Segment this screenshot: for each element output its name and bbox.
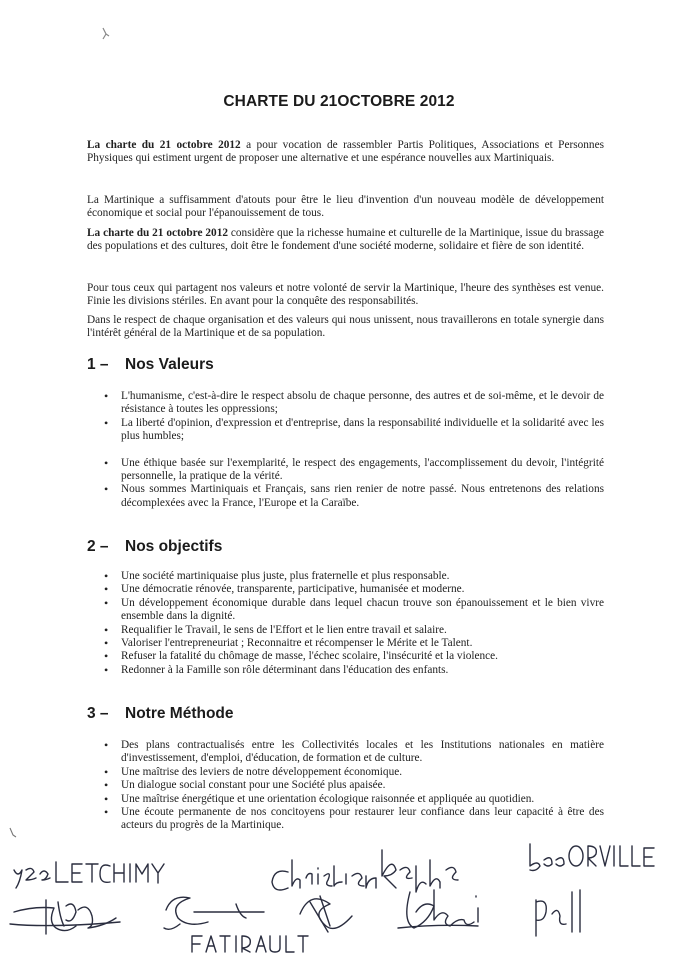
- stray-mark: [100, 26, 112, 42]
- signature-name-orville: [530, 844, 654, 871]
- list-item: • La liberté d'opinion, d'expression et d'entreprise, dans la responsabilité individuelle et la solidarité avec les plus humbles;: [104, 417, 604, 444]
- objectives-list: [104, 570, 604, 677]
- list-item: • L'humanisme, c'est-à-dire le respect absolu de chaque personne, des autres et de soi-même, et le devoir de résistance à toutes les oppressions;: [104, 390, 604, 417]
- list-item: • Refuser la fatalité du chômage de masse, l'échec scolaire, l'insécurité et la violence.: [104, 650, 604, 663]
- method-list: [104, 739, 604, 833]
- list-item: • Valoriser l'entrepreneuriat ; Reconnaitre et récompenser le Mérite et le Talent.: [104, 637, 604, 650]
- signature-orville: [536, 890, 580, 936]
- intro-paragraph-5: Dans le respect de chaque organisation et des valeurs qui nous unissent, nous travaillerons en totale synergie dans l'intérêt général de la Martinique et de sa population.: [87, 314, 604, 340]
- values-list: [104, 390, 604, 510]
- document-title: CHARTE DU 21OCTOBRE 2012: [223, 93, 455, 110]
- charter-name: La charte du 21 octobre 2012: [87, 227, 228, 239]
- list-item: • Des plans contractualisés entre les Collectivités locales et les Institutions nationales en matière d'investissement, d'emploi, d'éducation, de formation et de culture.: [104, 739, 604, 766]
- intro-paragraph-2: La Martinique a suffisamment d'atouts pour être le lieu d'invention d'un nouveau modèle de développement économique et social pour l'épanouissement de tous.: [87, 194, 604, 220]
- signatures: [0, 840, 678, 960]
- list-item: • Requalifier le Travail, le sens de l'Effort et le lien entre travail et salaire.: [104, 624, 604, 637]
- charter-name: La charte du 21 octobre 2012: [87, 139, 241, 151]
- list-item: • Une écoute permanente de nos concitoyens pour restaurer leur confiance dans leur capacité à être des acteurs du progrès de la Martinique.: [104, 806, 604, 833]
- list-item: • Une maîtrise énergétique et une orientation écologique raisonnée et appliquée au quotidien.: [104, 793, 604, 806]
- list-item: • Un développement économique durable dans lequel chacun trouve son épanouissement et le bien vivre ensemble dans la dignité.: [104, 597, 604, 624]
- section-heading-objectives: 2 – Nos objectifs: [87, 538, 223, 555]
- list-item: • Un dialogue social constant pour une Société plus apaisée.: [104, 779, 604, 792]
- intro-paragraph-1: La charte du 21 octobre 2012 a pour vocation de rassembler Partis Politiques, Associations et Personnes Physiques qui estiment urgent de proposer une alternative et une espérance nouvelles aux Martiniquais.: [87, 139, 604, 165]
- signature-fatirault-scribble: [164, 897, 264, 929]
- signature-name-letchimy: [14, 862, 164, 888]
- list-item: • Une société martiniquaise plus juste, plus fraternelle et plus responsable.: [104, 570, 604, 583]
- intro-paragraph-3: La charte du 21 octobre 2012 considère que la richesse humaine et culturelle de la Martinique, issue du brassage des populations et des cultures, doit être le fondement d'une société moderne, solidaire et fière de son identité.: [87, 227, 604, 253]
- section-heading-values: 1 – Nos Valeurs: [87, 356, 214, 373]
- signature-name-fatirault: [192, 936, 308, 952]
- list-item: • Une maîtrise des leviers de notre développement économique.: [104, 766, 604, 779]
- section-heading-method: 3 – Notre Méthode: [87, 705, 234, 722]
- signature-name-rapha: [272, 850, 458, 892]
- margin-mark: [8, 826, 18, 840]
- signature-letchimy: [10, 900, 120, 934]
- list-item: • Une éthique basée sur l'exemplarité, le respect des engagements, l'accomplissement du devoir, l'intégrité personnelle, la pratique de la vérité.: [104, 457, 604, 484]
- signature-center-scribbles: [300, 890, 478, 932]
- list-item: • Nous sommes Martiniquais et Français, sans rien renier de notre passé. Nous entretenons des relations décomplexées avec la France, l'Europe et la Caraïbe.: [104, 483, 604, 510]
- list-item: • Redonner à la Famille son rôle déterminant dans l'éducation des enfants.: [104, 664, 604, 677]
- intro-paragraph-4: Pour tous ceux qui partagent nos valeurs et notre volonté de servir la Martinique, l'heure des synthèses est venue. Finie les divisions stériles. En avant pour la conquête des responsabilités.: [87, 282, 604, 308]
- list-item: • Une démocratie rénovée, transparente, participative, humanisée et moderne.: [104, 583, 604, 596]
